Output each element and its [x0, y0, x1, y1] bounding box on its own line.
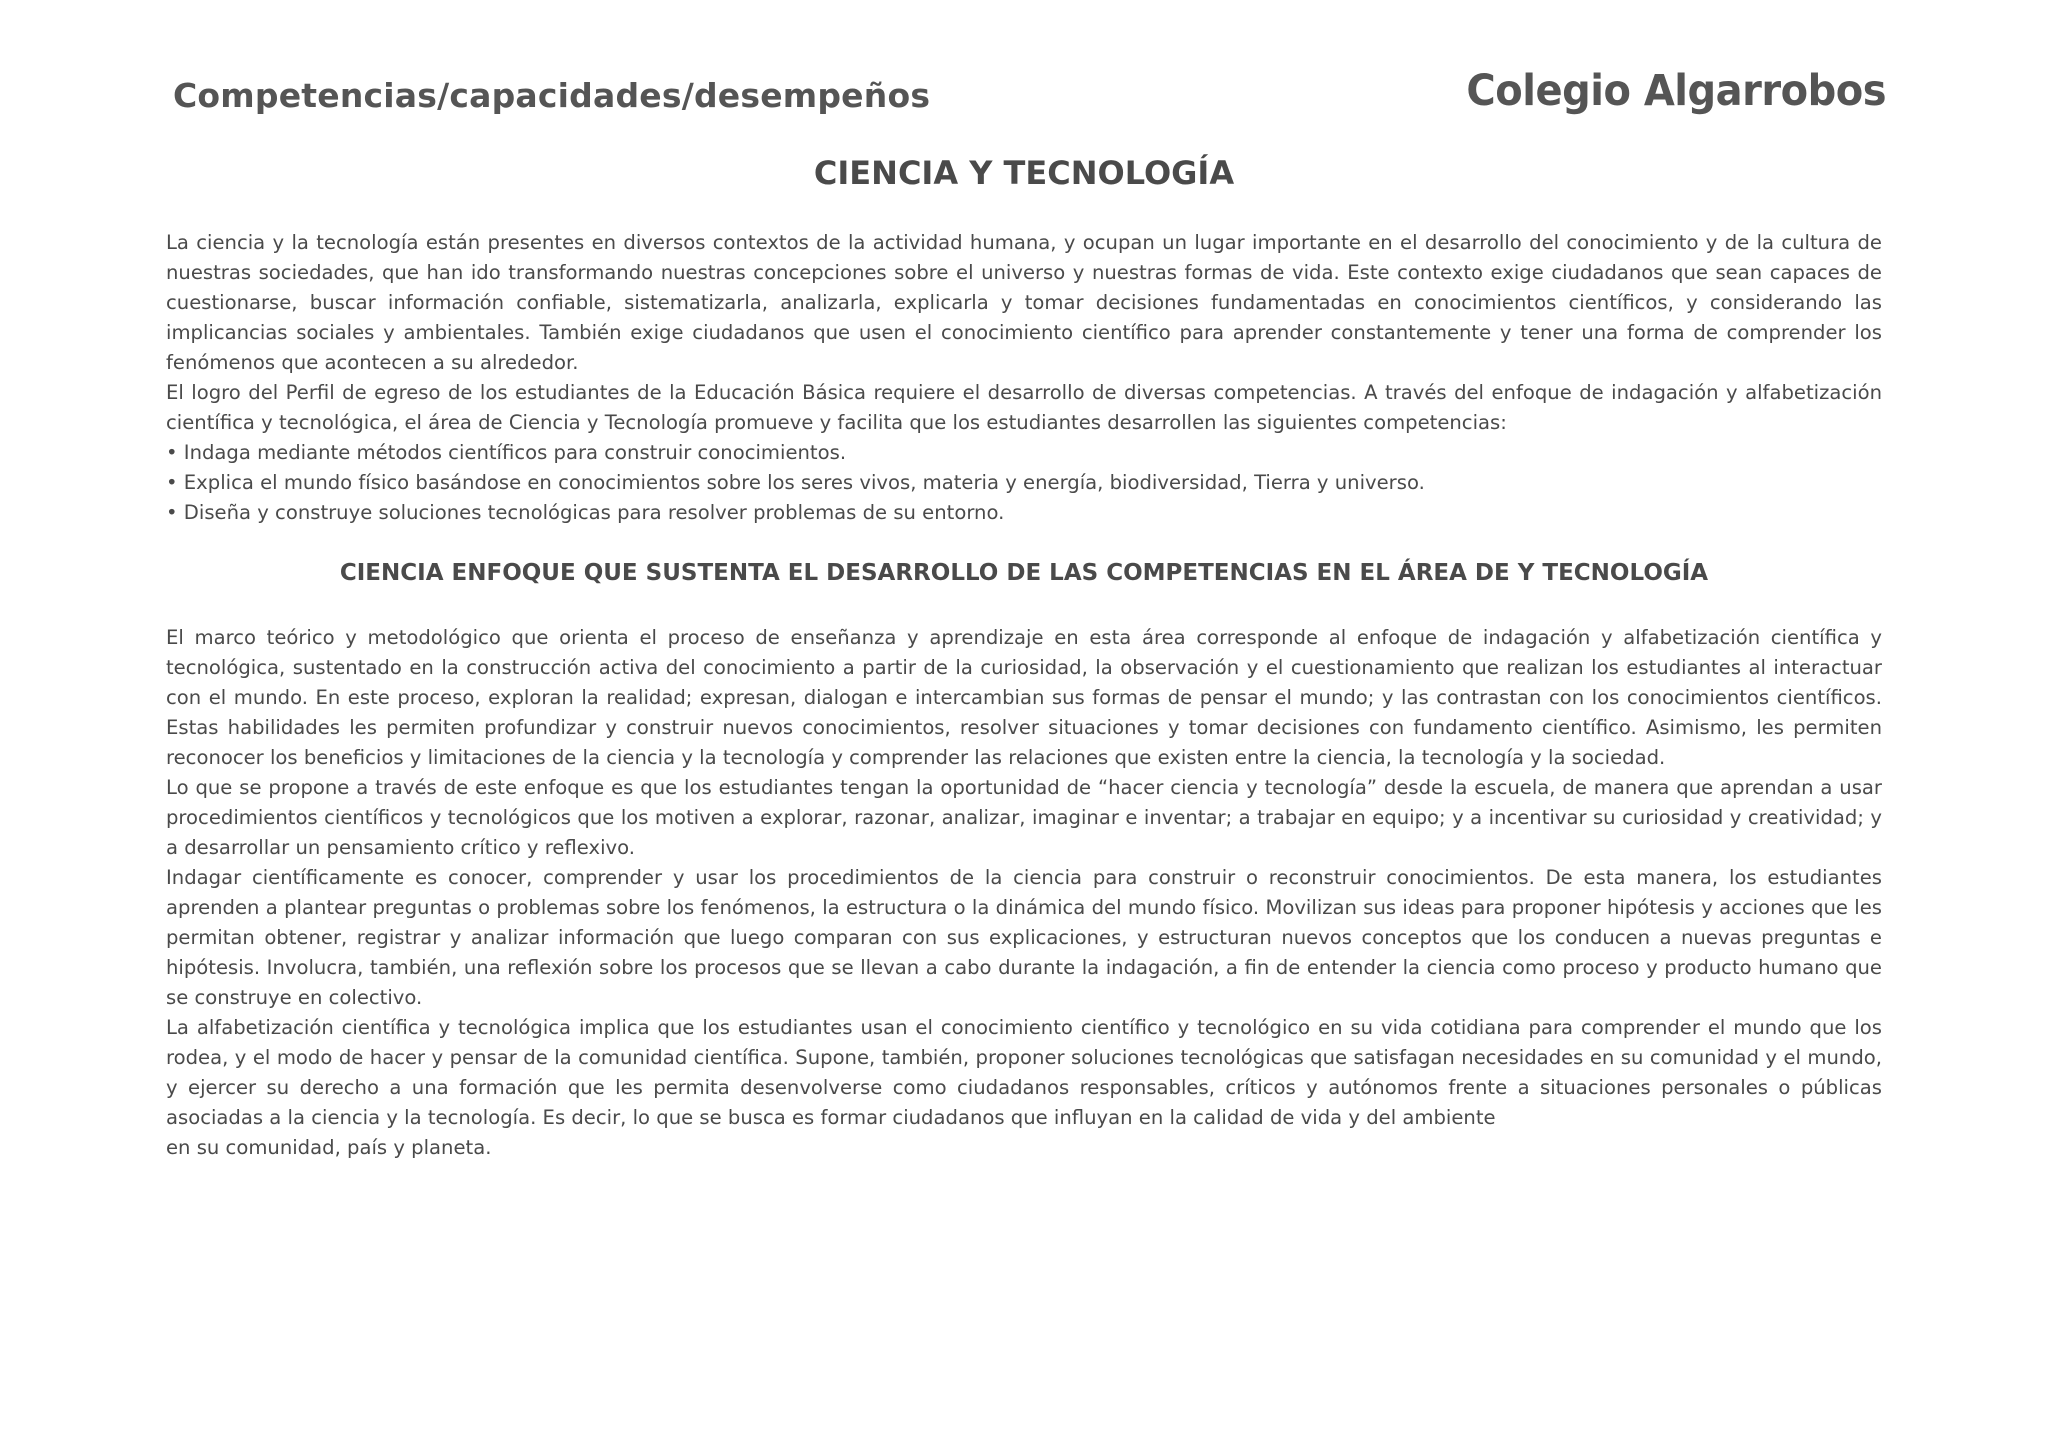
- school-logo-text: Colegio Algarrobos: [1466, 66, 1886, 116]
- competency-bullet: • Indaga mediante métodos científicos para construir conocimientos.: [166, 441, 847, 464]
- intro-paragraph: El logro del Perfil de egreso de los estudiantes de la Educación Básica requiere el desarrollo de diversas competencias. A través del enfoque de indagación y alfabetización científica y tecnológica, el área de Ciencia y Tecnología promueve y facilita que los estudiantes desarrollen las siguientes competencias:: [166, 381, 1882, 434]
- approach-paragraph: La alfabetización científica y tecnológica implica que los estudiantes usan el conocimiento científico y tecnológico en su vida cotidiana para comprender el mundo que los rodea, y el modo de hacer y pensar de la comunidad científica. Supone, también, proponer soluciones tecnológicas que satisfagan necesidades en su comunidad y el mundo, y ejercer su derecho a una formación que les permita desenvolverse como ciudadanos responsables, críticos y autónomos frente a situaciones personales o públicas asociadas a la ciencia y la tecnología. Es decir, lo que se busca es formar ciudadanos que influyan en la calidad de vida y del ambiente: [166, 1016, 1882, 1129]
- page-header-title: Competencias/capacidades/desempeños: [173, 76, 931, 115]
- intro-paragraph: La ciencia y la tecnología están presentes en diversos contextos de la actividad humana, y ocupan un lugar importante en el desarrollo del conocimiento y de la cultura de nuestras sociedades, que han ido transformando nuestras concepciones sobre el universo y nuestras formas de vida. Este contexto exige ciudadanos que sean capaces de cuestionarse, buscar información confiable, sistematizarla, analizarla, explicarla y tomar decisiones fundamentadas en conocimientos científicos, y considerando las implicancias sociales y ambientales. También exige ciudadanos que usen el conocimiento científico para aprender constantemente y tener una forma de comprender los fenómenos que acontecen a su alrededor.: [166, 231, 1882, 374]
- approach-paragraph: en su comunidad, país y planeta.: [166, 1136, 492, 1159]
- approach-paragraph: Indagar científicamente es conocer, comprender y usar los procedimientos de la ciencia para construir o reconstruir conocimientos. De esta manera, los estudiantes aprenden a plantear preguntas o problemas sobre los fenómenos, la estructura o la dinámica del mundo físico. Movilizan sus ideas para proponer hipótesis y acciones que les permitan obtener, registrar y analizar información que luego comparan con sus explicaciones, y estructuran nuevos conceptos que los conducen a nuevas preguntas e hipótesis. Involucra, también, una reflexión sobre los procesos que se llevan a cabo durante la indagación, a fin de entender la ciencia como proceso y producto humano que se construye en colectivo.: [166, 866, 1882, 1009]
- page-title: CIENCIA Y TECNOLOGÍA: [813, 154, 1235, 192]
- competency-bullet: • Explica el mundo físico basándose en conocimientos sobre los seres vivos, materia y energía, biodiversidad, Tierra y universo.: [166, 471, 1425, 494]
- section-subtitle: CIENCIA ENFOQUE QUE SUSTENTA EL DESARROLLO DE LAS COMPETENCIAS EN EL ÁREA DE Y TECNOLOGÍA: [339, 560, 1709, 586]
- approach-paragraph: El marco teórico y metodológico que orienta el proceso de enseñanza y aprendizaje en esta área corresponde al enfoque de indagación y alfabetización científica y tecnológica, sustentado en la construcción activa del conocimiento a partir de la curiosidad, la observación y el cuestionamiento que realizan los estudiantes al interactuar con el mundo. En este proceso, exploran la realidad; expresan, dialogan e intercambian sus formas de pensar el mundo; y las contrastan con los conocimientos científicos. Estas habilidades les permiten profundizar y construir nuevos conocimientos, resolver situaciones y tomar decisiones con fundamento científico. Asimismo, les permiten reconocer los beneficios y limitaciones de la ciencia y la tecnología y comprender las relaciones que existen entre la ciencia, la tecnología y la sociedad.: [166, 626, 1882, 769]
- approach-section: [166, 623, 1882, 1163]
- competency-bullet: • Diseña y construye soluciones tecnológicas para resolver problemas de su entorno.: [166, 501, 1005, 524]
- approach-paragraph: Lo que se propone a través de este enfoque es que los estudiantes tengan la oportunidad de “hacer ciencia y tecnología” desde la escuela, de manera que aprendan a usar procedimientos científicos y tecnológicos que los motiven a explorar, razonar, analizar, imaginar e inventar; a trabajar en equipo; y a incentivar su curiosidad y creatividad; y a desarrollar un pensamiento crítico y reflexivo.: [166, 776, 1882, 859]
- intro-section: [166, 228, 1882, 528]
